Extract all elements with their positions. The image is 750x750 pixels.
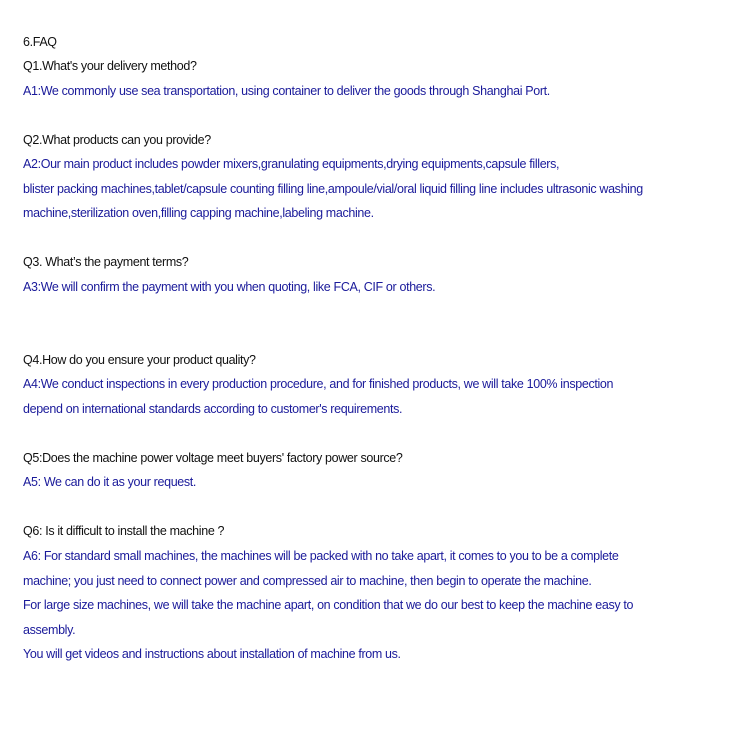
faq-question-1: Q1.What's your delivery method?: [23, 59, 197, 73]
faq-answer-4-line-1: A4:We conduct inspections in every production procedure, and for finished products, we will take 100% inspection: [23, 377, 614, 391]
faq-answer-3-line-1: A3:We will confirm the payment with you when quoting, like FCA, CIF or others.: [23, 280, 436, 294]
faq-answer-6-line-5: You will get videos and instructions about installation of machine from us.: [23, 647, 401, 661]
faq-question-3: Q3. What’s the payment terms?: [23, 255, 189, 269]
faq-answer-6-line-1: A6: For standard small machines, the machines will be packed with no take apart, it comes to you to be a complete: [23, 549, 619, 563]
faq-heading: 6.FAQ: [23, 35, 57, 49]
faq-answer-5-line-1: A5: We can do it as your request.: [23, 475, 197, 489]
faq-answer-2-line-3: machine,sterilization oven,filling capping machine,labeling machine.: [23, 206, 374, 220]
faq-answer-6-line-3: For large size machines, we will take the machine apart, on condition that we do our best to keep the machine easy to: [23, 598, 634, 612]
faq-answer-6-line-2: machine; you just need to connect power and compressed air to machine, then begin to operate the machine.: [23, 574, 592, 588]
faq-answer-2-line-1: A2:Our main product includes powder mixers,granulating equipments,drying equipments,capsule fillers,: [23, 157, 560, 171]
faq-question-2: Q2.What products can you provide?: [23, 133, 211, 147]
faq-answer-6-line-4: assembly.: [23, 623, 76, 637]
faq-question-4: Q4.How do you ensure your product quality?: [23, 353, 256, 367]
faq-question-6: Q6: Is it difficult to install the machine ?: [23, 524, 225, 538]
faq-question-5: Q5:Does the machine power voltage meet buyers' factory power source?: [23, 451, 403, 465]
faq-answer-4-line-2: depend on international standards according to customer's requirements.: [23, 402, 403, 416]
faq-answer-2-line-2: blister packing machines,tablet/capsule counting filling line,ampoule/vial/oral liquid filling line includes ultrasonic washing: [23, 182, 643, 196]
faq-answer-1-line-1: A1:We commonly use sea transportation, using container to deliver the goods through Shanghai Port.: [23, 84, 550, 98]
